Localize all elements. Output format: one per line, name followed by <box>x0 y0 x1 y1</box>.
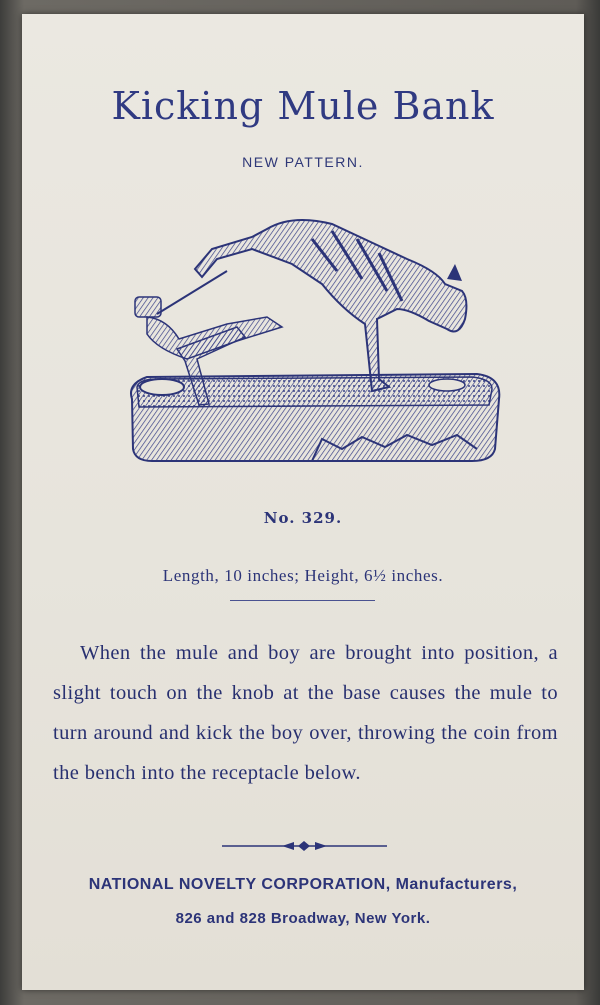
ornament-divider <box>222 840 387 852</box>
divider-rule <box>230 600 375 601</box>
manufacturer-line: NATIONAL NOVELTY CORPORATION, Manufacturers, <box>88 876 518 893</box>
dimensions-text: Length, 10 inches; Height, 6½ inches. <box>162 566 444 585</box>
model-number: No. 329. <box>263 509 343 527</box>
bank-base <box>131 374 499 461</box>
address-line: 826 and 828 Broadway, New York. <box>175 910 431 927</box>
trade-card <box>22 14 584 990</box>
kicking-mule-bank-illustration <box>117 209 502 479</box>
card-subtitle: NEW PATTERN. <box>242 154 364 170</box>
mule-figure <box>195 220 466 391</box>
description-paragraph: When the mule and boy are brought into position, a slight touch on the knob at the base causes the mule to turn around and kick the boy over, throwing the coin from the bench into the receptacle below. <box>53 642 558 784</box>
card-title: Kicking Mule Bank <box>111 84 495 128</box>
